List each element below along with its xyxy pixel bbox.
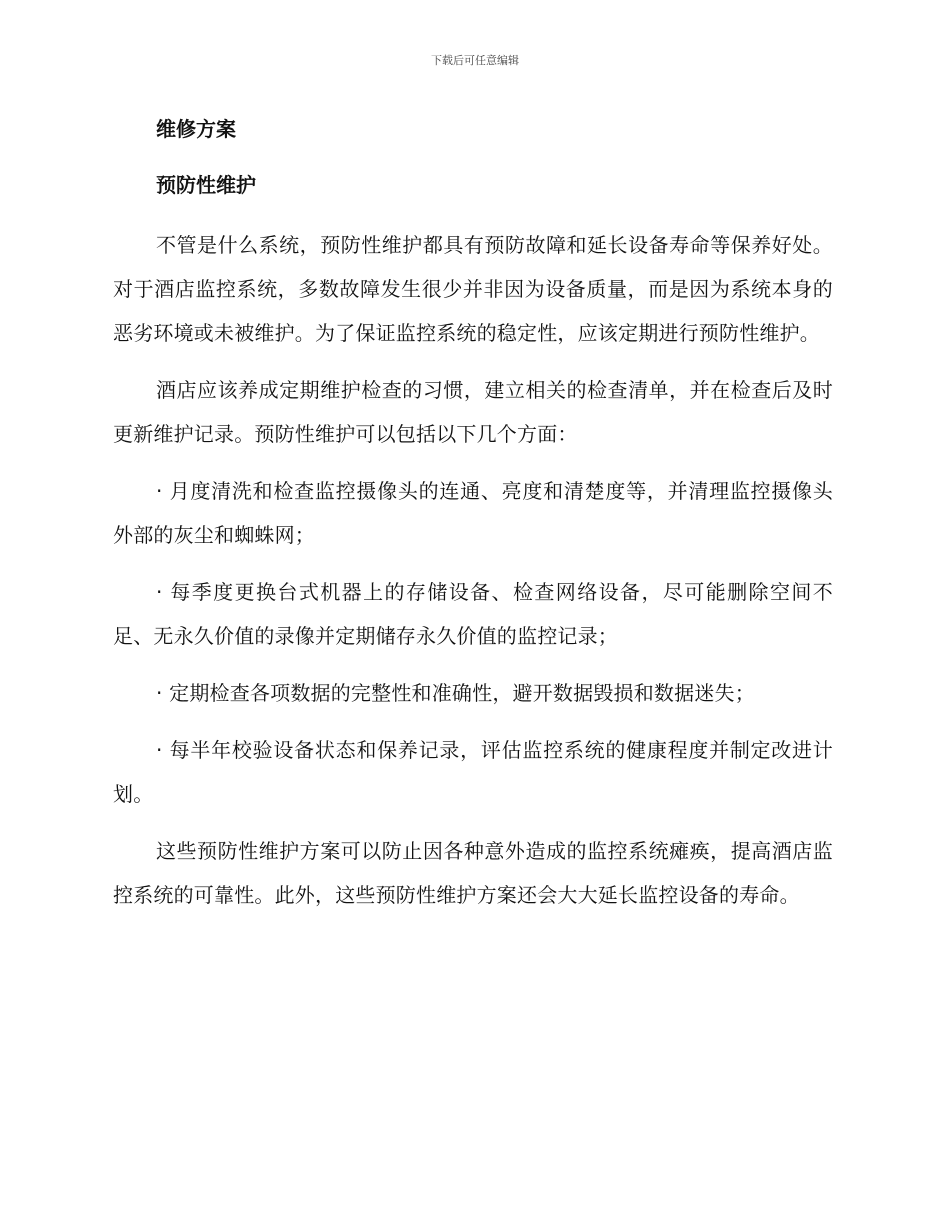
paragraph-intro: 不管是什么系统，预防性维护都具有预防故障和延长设备寿命等保养好处。对于酒店监控系统，多数故障发生很少并非因为设备质量，而是因为系统本身的恶劣环境或未被维护。为了保证监控系统的稳定性，应该定期进行预防性维护。 <box>113 233 833 345</box>
bullet-data-integrity: · 定期检查各项数据的完整性和准确性，避开数据毁损和数据迷失； <box>156 681 755 705</box>
document-body <box>113 111 833 930</box>
document-title: 维修方案 <box>156 117 236 141</box>
bullet-semiannual-review: · 每半年校验设备状态和保养记录，评估监控系统的健康程度并制定改进计划。 <box>113 738 833 806</box>
paragraph-checklist: 酒店应该养成定期维护检查的习惯，建立相关的检查清单，并在检查后及时更新维护记录。预防性维护可以包括以下几个方面： <box>113 378 833 446</box>
section-heading: 预防性维护 <box>156 173 256 197</box>
bullet-quarterly-storage: · 每季度更换台式机器上的存储设备、检查网络设备，尽可能删除空间不足、无永久价值的录像并定期储存永久价值的监控记录； <box>113 580 833 648</box>
page-header-note: 下载后可任意编辑 <box>431 54 519 67</box>
bullet-monthly-cleaning: · 月度清洗和检查监控摄像头的连通、亮度和清楚度等，并清理监控摄像头外部的灰尘和蜘蛛网； <box>113 479 833 547</box>
paragraph-conclusion: 这些预防性维护方案可以防止因各种意外造成的监控系统瘫痪，提高酒店监控系统的可靠性。此外，这些预防性维护方案还会大大延长监控设备的寿命。 <box>113 839 833 907</box>
